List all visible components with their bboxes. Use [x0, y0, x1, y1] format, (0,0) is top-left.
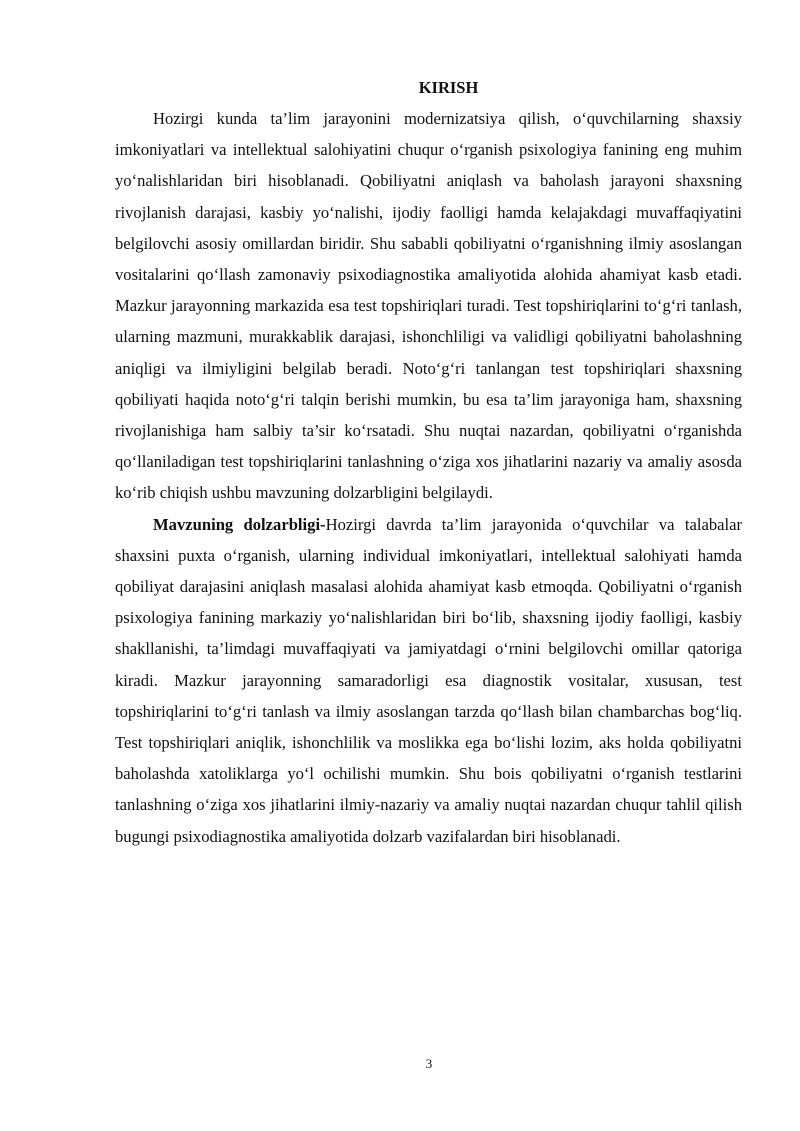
page-number: 3	[425, 1056, 433, 1071]
intro-paragraph: Hozirgi kunda ta’lim jarayonini modernizatsiya qilish, o‘quvchilarning shaxsiy imkoniyatlari va intellektual salohiyatini chuqur o‘rganish psixologiya fanining eng muhim yo‘nalishlaridan biri hisoblanadi. Qobiliyatni aniqlash va baholash jarayoni shaxsning rivojlanish darajasi, kasbiy yo‘nalishi, ijodiy faolligi hamda kelajakdagi muvaffaqiyatini belgilovchi asosiy omillardan biridir. Shu sababli qobiliyatni o‘rganishning ilmiy asoslangan vositalarini qo‘llash zamonaviy psixodiagnostika amaliyotida alohida ahamiyat kasb etadi. Mazkur jarayonning markazida esa test topshiriqlari turadi. Test topshiriqlarini to‘g‘ri tanlash, ularning mazmuni, murakkablik darajasi, ishonchliligi va validligi qobiliyatni baholashning aniqligi va ilmiyligini belgilab beradi. Noto‘g‘ri tanlangan test topshiriqlari shaxsning qobiliyati haqida noto‘g‘ri talqin berishi mumkin, bu esa ta’lim jarayoniga ham, shaxsning rivojlanishiga ham salbiy ta’sir ko‘rsatadi. Shu nuqtai nazardan, qobiliyatni o‘rganishda qo‘llaniladigan test topshiriqlarini tanlashning o‘ziga xos jihatlarini nazariy va amaliy asosda ko‘rib chiqish ushbu mavzuning dolzarbligini belgilaydi.	[115, 109, 742, 503]
section-heading: KIRISH	[418, 78, 479, 97]
relevance-lead: Mavzuning dolzarbligi-	[153, 514, 326, 534]
relevance-body: Hozirgi davrda ta’lim jarayonida o‘quvchilar va talabalar shaxsini puxta o‘rganish, ularning individual imkoniyatlari, intellektual salohiyati hamda qobiliyat darajasini aniqlash masalasi alohida ahamiyat kasb etmoqda. Qobiliyatni o‘rganish psixologiya fanining markaziy yo‘nalishlaridan biri bo‘lib, shaxsning ijodiy faolligi, kasbiy shakllanishi, ta’limdagi muvaffaqiyati va jamiyatdagi o‘rnini belgilovchi omillar qatoriga kiradi. Mazkur jarayonning samaradorligi esa diagnostik vositalar, xususan, test topshiriqlarini to‘g‘ri tanlash va ilmiy asoslangan tarzda qo‘llash bilan chambarchas bog‘liq. Test topshiriqlari aniqlik, ishonchlilik va moslikka ega bo‘lishi lozim, aks holda qobiliyatni baholashda xatoliklarga yo‘l ochilishi mumkin. Shu bois qobiliyatni o‘rganish testlarini tanlashning o‘ziga xos jihatlarini ilmiy-nazariy va amaliy nuqtai nazardan chuqur tahlil qilish bugungi psixodiagnostika amaliyotida dolzarb vazifalardan biri hisoblanadi.	[115, 514, 742, 846]
relevance-paragraph	[115, 509, 742, 852]
page-content	[115, 72, 742, 852]
